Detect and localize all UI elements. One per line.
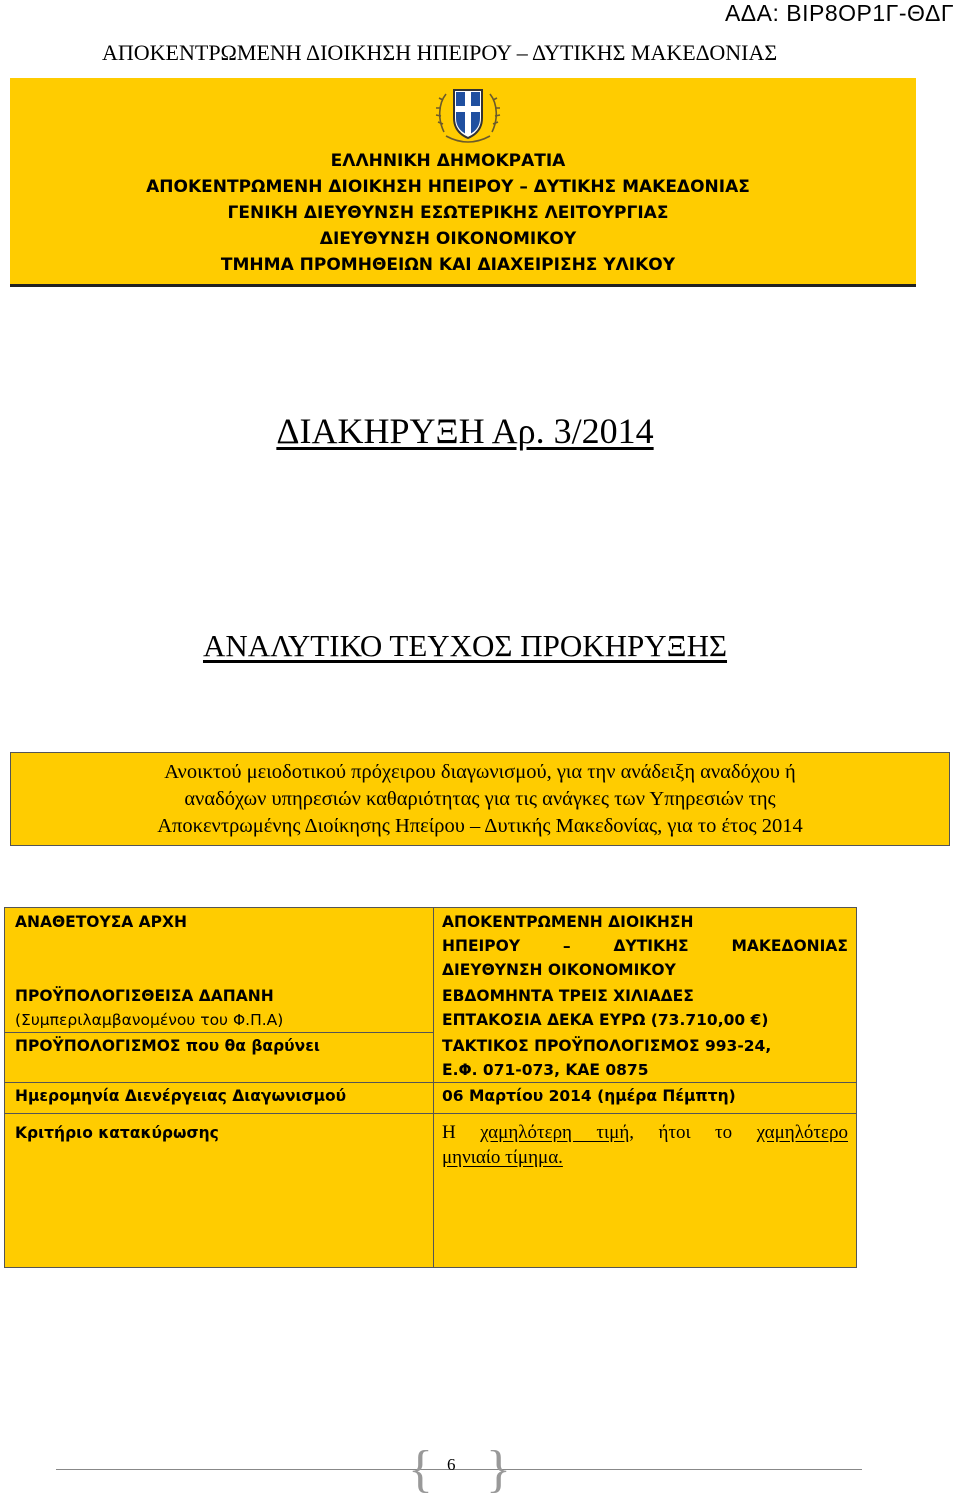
budget-label: ΠΡΟΫΠΟΛΟΓΙΣΘΕΙΣΑ ΔΑΠΑΝΗ: [15, 987, 274, 1005]
date-value: 06 Μαρτίου 2014 (ημέρα Πέμπτη): [442, 1087, 736, 1105]
criterion-value: [442, 1120, 848, 1170]
right-brace-icon: }: [486, 1441, 511, 1498]
banner-line: ΓΕΝΙΚΗ ΔΙΕΥΘΥΝΣΗ ΕΣΩΤΕΡΙΚΗΣ ΛΕΙΤΟΥΡΓΙΑΣ: [227, 203, 669, 223]
budget-value-1: ΕΒΔΟΜΗΝΤΑ ΤΡΕΙΣ ΧΙΛΙΑΔΕΣ: [442, 987, 694, 1005]
row-divider: [5, 1082, 856, 1083]
criterion-link-3: μηνιαίο τίμημα.: [442, 1147, 563, 1168]
authority-label: ΑΝΑΘΕΤΟΥΣΑ ΑΡΧΗ: [15, 913, 187, 931]
charge-label: ΠΡΟΫΠΟΛΟΓΙΣΜΟΣ που θα βαρύνει: [15, 1037, 320, 1055]
criterion-prefix: Η: [442, 1122, 456, 1143]
charge-value-1: ΤΑΚΤΙΚΟΣ ΠΡΟΫΠΟΛΟΓΙΣΜΟΣ 993-24,: [442, 1037, 772, 1055]
description-line: Αποκεντρωμένης Διοίκησης Ηπείρου – Δυτικής Μακεδονίας, για το έτος 2014: [157, 815, 803, 837]
left-brace-icon: {: [408, 1441, 433, 1498]
authority-value-3: ΔΙΕΥΘΥΝΣΗ ΟΙΚΟΝΟΜΙΚΟΥ: [442, 961, 676, 979]
criterion-mid: , ήτοι το: [629, 1122, 733, 1143]
banner-line: ΑΠΟΚΕΝΤΡΩΜΕΝΗ ΔΙΟΙΚΗΣΗ ΗΠΕΙΡΟΥ – ΔΥΤΙΚΗΣ ΜΑΚΕΔΟΝΙΑΣ: [146, 177, 750, 197]
document-title: ΔΙΑΚΗΡΥΞΗ Αρ. 3/2014: [276, 411, 654, 451]
charge-value-2: Ε.Φ. 071-073, ΚΑΕ 0875: [442, 1061, 649, 1079]
banner-lines: [10, 148, 916, 278]
banner-line: ΕΛΛΗΝΙΚΗ ΔΗΜΟΚΡΑΤΙΑ: [330, 151, 566, 171]
row-divider: [5, 1032, 433, 1033]
authority-value-1: ΑΠΟΚΕΝΤΡΩΜΕΝΗ ΔΙΟΙΚΗΣΗ: [442, 913, 694, 931]
coat-of-arms-icon: [434, 82, 502, 148]
budget-value-2: ΕΠΤΑΚΟΣΙΑ ΔΕΚΑ ΕΥΡΩ (73.710,00 €): [442, 1011, 769, 1029]
criterion-link-1: χαμηλότερη τιμή: [480, 1122, 630, 1143]
criterion-link-2: χαμηλότερο: [756, 1122, 849, 1143]
document-subtitle: ΑΝΑΛΥΤΙΚΟ ΤΕΥΧΟΣ ΠΡΟΚΗΡΥΞΗΣ: [202, 628, 728, 663]
authority-value-2: ΗΠΕΙΡΟΥ – ΔΥΤΙΚΗΣ ΜΑΚΕΔΟΝΙΑΣ: [442, 937, 848, 955]
page-number: 6: [447, 1455, 456, 1474]
description-line: αναδόχων υπηρεσιών καθαριότητας για τις ανάγκες των Υπηρεσιών της: [184, 788, 776, 810]
footer-rule: [56, 1469, 862, 1470]
date-label: Ημερομηνία Διενέργειας Διαγωνισμού: [15, 1087, 347, 1105]
title-banner: [10, 78, 916, 287]
criterion-line-1: [442, 1120, 848, 1145]
banner-line: ΔΙΕΥΘΥΝΣΗ ΟΙΚΟΝΟΜΙΚΟΥ: [319, 229, 577, 249]
info-table: [4, 907, 857, 1268]
description-line: Ανοικτού μειοδοτικού πρόχειρου διαγωνισμού, για την ανάδειξη αναδόχου ή: [164, 761, 796, 783]
column-divider: [433, 908, 434, 1267]
row-divider: [5, 1113, 856, 1114]
description-box: [10, 752, 950, 846]
criterion-line-2: [442, 1145, 848, 1170]
criterion-label: Κριτήριο κατακύρωσης: [15, 1124, 219, 1142]
banner-line: ΤΜΗΜΑ ΠΡΟΜΗΘΕΙΩΝ ΚΑΙ ΔΙΑΧΕΙΡΙΣΗΣ ΥΛΙΚΟΥ: [220, 255, 676, 275]
budget-label-sub: (Συμπεριλαμβανομένου του Φ.Π.Α): [15, 1011, 284, 1029]
running-header: ΑΠΟΚΕΝΤΡΩΜΕΝΗ ΔΙΟΙΚΗΣΗ ΗΠΕΙΡΟΥ – ΔΥΤΙΚΗΣ ΜΑΚΕΔΟΝΙΑΣ: [102, 40, 778, 65]
ada-code: ΑΔΑ: ΒΙΡ8ΟΡ1Γ-ΘΔΓ: [724, 0, 954, 26]
